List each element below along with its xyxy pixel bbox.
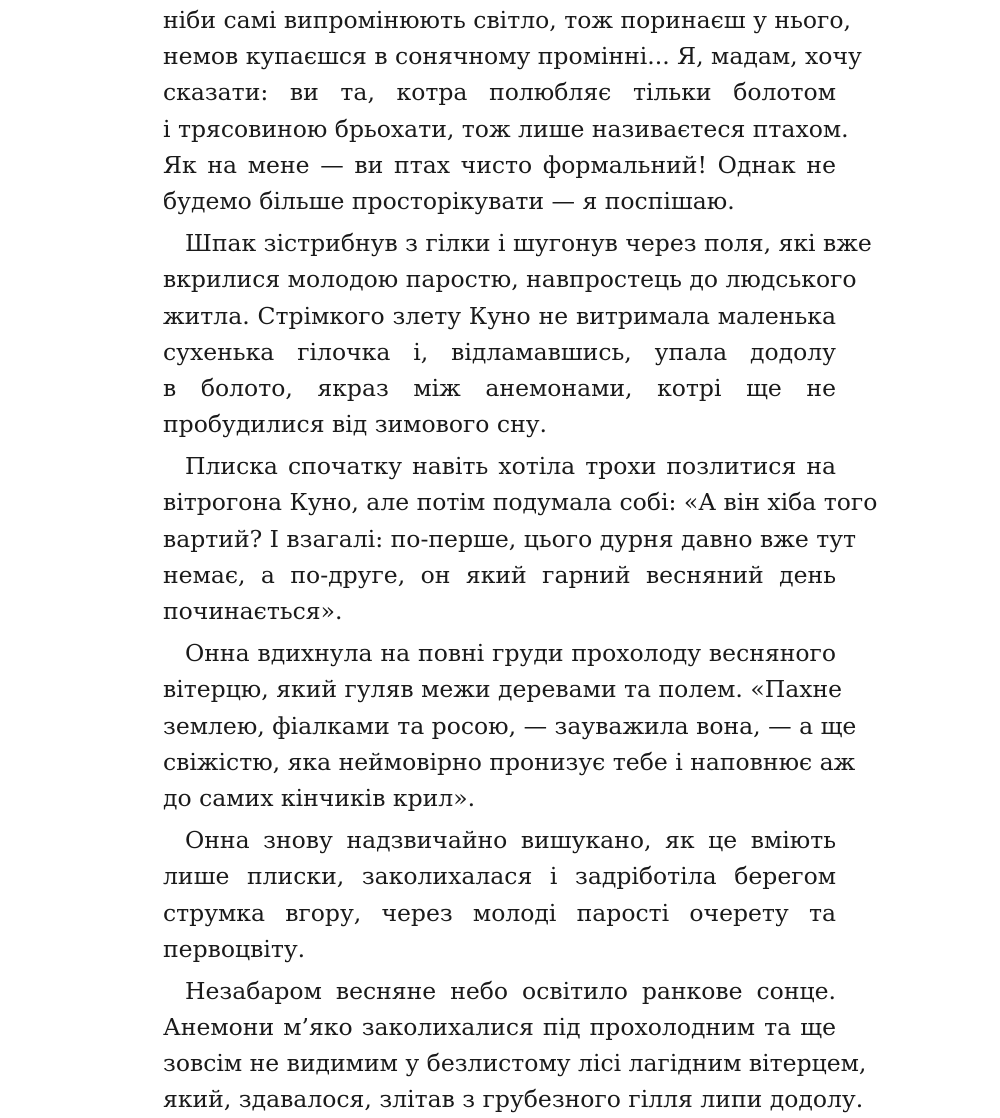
paragraph	[163, 973, 867, 1118]
text-line: сказати: ви та, котра полюбляє тільки болотом	[163, 78, 836, 107]
text-line: будемо більше просторікувати — я поспішаю.	[163, 186, 735, 215]
text-line: струмка вгору, через молоді паростi очерету та	[163, 898, 836, 927]
text-line: до самих кінчиків крил».	[163, 783, 476, 812]
paragraph	[163, 635, 857, 816]
text-line: Незабаром весняне небо освітило ранкове сонце.	[185, 976, 836, 1005]
text-line: починається».	[163, 597, 343, 625]
text-line: ніби самі випромінюють світло, тож поринаєш у нього,	[163, 6, 851, 34]
text-line: Анемони м’яко заколихалися під прохолодним та ще	[163, 1013, 836, 1042]
text-line: Плиска спочатку навіть хотіла трохи позлитися на	[185, 452, 836, 481]
text-line: вітрогона Куно, але потім подумала собі: «А він хіба того	[163, 488, 878, 517]
text-line: Як на мене — ви птах чисто формальний! Однак не	[163, 150, 836, 179]
text-line: і трясовиною брьохати, тож лише називаєтеся птахом.	[163, 114, 849, 143]
text-line: зовсім не видимим у безлистому лісі лагідним вітерцем,	[163, 1049, 867, 1078]
book-page	[163, 2, 878, 1118]
text-line: лише плиски, заколихалася і задріботіла берегом	[163, 862, 836, 891]
text-line: вітерцю, який гуляв межи деревами та полем. «Пахне	[163, 675, 843, 704]
paragraph	[163, 2, 862, 219]
paragraph	[163, 225, 872, 442]
text-line: Онна вдихнула на повні груди прохолоду весняного	[185, 639, 836, 668]
text-line: немає, а по-друге, он який гарний весняний день	[163, 560, 836, 589]
text-line: первоцвіту.	[163, 934, 306, 963]
text-line: Шпак зістрибнув з гілки і шугонув через поля, які вже	[185, 229, 872, 258]
text-line: вкрилися молодою паростю, навпростець до людського	[163, 265, 857, 294]
paragraph	[163, 822, 836, 967]
text-line: в болото, якраз між анемонами, котрі ще не	[163, 373, 836, 402]
text-line: землею, фіалками та росою, — зауважила вона, — а ще	[163, 711, 857, 740]
text-line: пробудилися від зимового сну.	[163, 410, 548, 439]
text-line: вартий? І взагалі: по-перше, цього дурня давно вже тут	[163, 524, 857, 553]
text-line: який, здавалося, злітав з грубезного гілля липи додолу.	[163, 1085, 864, 1114]
text-line: немов купаєшся в сонячному промінні... Я, мадам, хочу	[163, 42, 862, 71]
text-line: сухенька гілочка і, відламавшись, упала додолу	[163, 337, 836, 366]
text-line: свіжістю, яка неймовірно пронизує тебе і наповнює аж	[163, 747, 856, 776]
text-line: житла. Стрімкого злету Куно не витримала маленька	[163, 301, 836, 330]
text-line: Онна знову надзвичайно вишукано, як це вміють	[185, 826, 836, 855]
paragraph	[163, 448, 878, 629]
